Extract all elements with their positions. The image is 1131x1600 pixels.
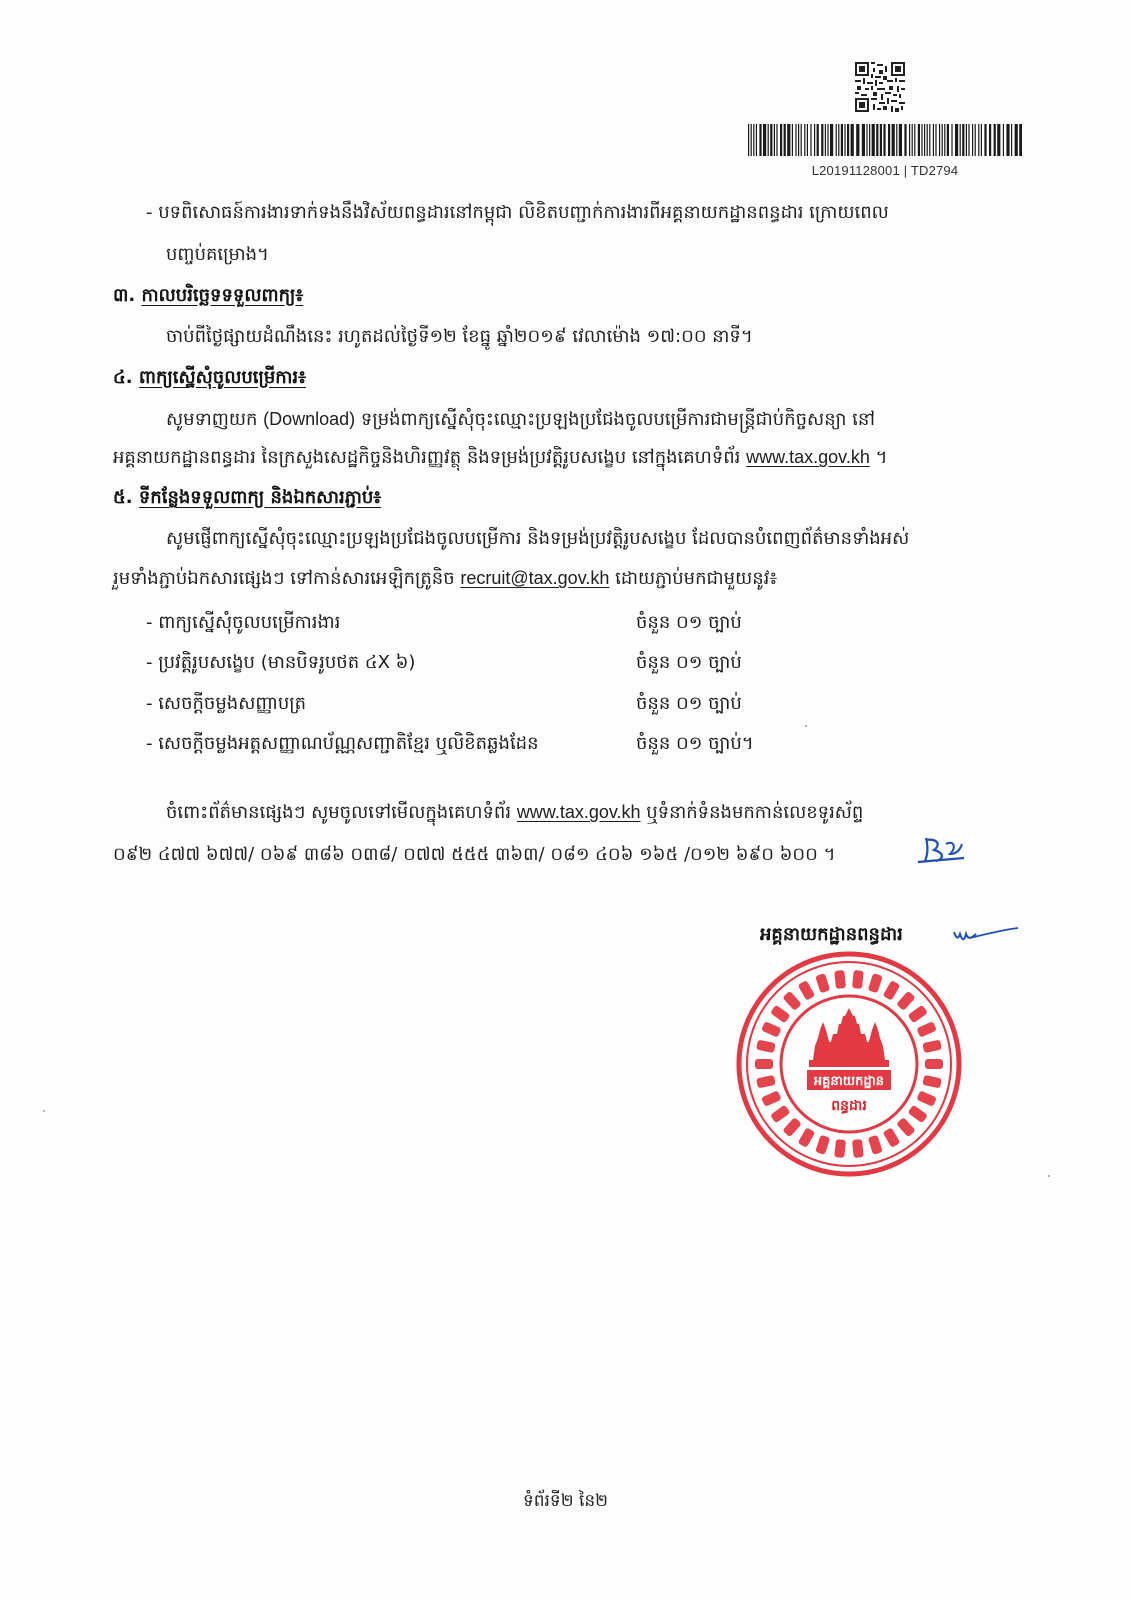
section-5-title: ទីកន្លែងទទួលពាក្យ និងឯកសារភ្ជាប់៖ [138, 487, 382, 508]
official-seal [735, 950, 963, 1178]
barcode-bar [801, 124, 802, 156]
barcode-bar [869, 124, 870, 156]
barcode-bar [830, 124, 833, 156]
barcode-bar [904, 124, 906, 156]
barcode-bar [776, 124, 777, 156]
barcode-bar [927, 124, 928, 156]
seal-glyph [883, 1127, 901, 1148]
barcode-bar [966, 124, 967, 156]
barcode-bar [856, 124, 859, 156]
barcode-bar [798, 124, 799, 156]
barcode-bar [792, 124, 793, 156]
seal-text-bottom: ពន្ធដារ [831, 1098, 867, 1114]
seal-glyph [922, 1040, 942, 1054]
barcode-bar [876, 124, 878, 156]
document-quantity: ចំនួន ០១ ច្បាប់។ [636, 733, 754, 754]
section-5-number: ៥. [113, 487, 133, 508]
seal-text-top: អគ្គនាយកដ្ឋាន [813, 1074, 885, 1089]
seal-glyph [925, 1059, 943, 1069]
document-quantity: ចំនួន ០១ ច្បាប់ [636, 612, 742, 633]
barcode-bar [847, 124, 849, 156]
barcode-bar [989, 124, 991, 156]
barcode-bar [899, 124, 902, 156]
barcode-bar [914, 124, 915, 156]
seal-glyph [798, 980, 816, 1001]
barcode-icon [748, 124, 1022, 156]
barcode-bar [883, 124, 885, 156]
barcode-bar [892, 124, 895, 156]
barcode-bar [909, 124, 910, 156]
barcode-bar [784, 124, 786, 156]
section-4-title: ពាក្យស្នើសុំចូលបម្រើការ៖ [138, 367, 307, 388]
barcode-bar [804, 124, 805, 156]
intro-bullet-line-1: - បទពិសោធន៍ការងារទាក់ទងនឹងវិស័យពន្ធដារនៅកម្ពុជា លិខិតបញ្ជាក់ការងារពីអគ្គនាយកដ្ឋានពន្ធដារ ក្រោយពេល [146, 202, 889, 223]
barcode-bar [814, 124, 815, 156]
barcode-bar [851, 124, 854, 156]
seal-glyph [896, 991, 915, 1011]
barcode-bar [807, 124, 808, 156]
barcode-bar [942, 124, 943, 156]
barcode-bar [921, 124, 922, 156]
document-name: - ពាក្យស្នើសុំចូលបម្រើការងារ [146, 612, 341, 633]
barcode-bar [947, 124, 949, 156]
barcode-bar [978, 124, 979, 156]
scan-speck [1048, 1175, 1050, 1177]
document-list-item [146, 729, 786, 759]
barcode-bar [763, 124, 766, 156]
barcode-bar [880, 124, 882, 156]
barcode-bar [759, 124, 761, 156]
seal-glyph [761, 1090, 782, 1106]
document-name: - សេចក្តីចម្លងសញ្ញាបត្រ [146, 693, 307, 714]
document-name: - ប្រវត្តិរូបសង្ខេប (មានបិទរូបថត ៤X ៦) [146, 652, 416, 673]
document-list-item [146, 648, 786, 678]
section-4-line-1 [166, 404, 875, 435]
seal-glyph [815, 973, 830, 993]
barcode-bar [912, 124, 913, 156]
seal-glyph [852, 970, 864, 989]
barcode-bar [753, 124, 754, 156]
document-list-item [146, 689, 786, 719]
seal-glyph [896, 1117, 915, 1137]
barcode-bar [844, 124, 845, 156]
barcode-bar [748, 124, 749, 156]
barcode-bar [866, 124, 867, 156]
seal-glyph [756, 1040, 776, 1054]
contact-prompt: ចំពោះព័ត៌មានផ្សេងៗ សូមចូលទៅមើលក្នុងគេហទំព័រ [166, 802, 512, 823]
section-5-line-1: សូមផ្ញើពាក្យស្នើសុំចុះឈ្មោះប្រឡងប្រជែងចូលបម្រើការ និងទម្រង់ប្រវត្តិរូបសង្ខេប ដែលបានបំពេញព័ត៌មានទាំងអស់ [166, 528, 910, 549]
section-4-line-2 [113, 442, 887, 473]
barcode-bar [827, 124, 828, 156]
barcode-bar [768, 124, 769, 156]
section-4-number: ៤. [113, 367, 133, 388]
seal-glyph [770, 1105, 790, 1124]
document-quantity: ចំនួន ០១ ច្បាប់ [636, 652, 742, 673]
contact-website-link[interactable]: www.tax.gov.kh [516, 802, 641, 822]
barcode-bar [997, 124, 1000, 156]
seal-glyph [782, 991, 801, 1011]
seal-glyph [834, 1139, 846, 1158]
phone-prompt: ឬទំនាក់ទំនងមកកាន់លេខទូរស័ព្ទ [646, 802, 864, 823]
seal-glyph [916, 1021, 937, 1037]
section-3-heading [113, 281, 303, 311]
barcode-bar [1015, 124, 1018, 156]
barcode-bar [975, 124, 976, 156]
phone-numbers: ០៩២ ៤៧៧ ៦៧៧/ ០៦៩ ៣៨៦ ០៣៨/ ០៧៧ ៥៥៥ ៣៦៣/ ០៨១ ៤០៦ ១៦៥ /០១២ ៦៩០ ៦០០ ។ [113, 844, 836, 865]
barcode-bar [981, 124, 982, 156]
barcode-bar [825, 124, 826, 156]
barcode-bar [1006, 124, 1009, 156]
barcode-bar [795, 124, 796, 156]
seal-glyph [770, 1005, 790, 1024]
seal-glyph [883, 980, 901, 1001]
page-number: ទំព័រទី២ នៃ២ [522, 1491, 609, 1511]
barcode-bar [960, 124, 961, 156]
barcode-bar [962, 124, 964, 156]
download-prompt: សូមទាញយក [166, 409, 258, 430]
barcode-bar [862, 124, 865, 156]
barcode-bar [872, 124, 875, 156]
barcode-bar [918, 124, 920, 156]
document-list-item [146, 608, 786, 638]
barcode-bar [933, 124, 934, 156]
seal-glyph [755, 1059, 773, 1069]
scan-speck [43, 1110, 45, 1112]
barcode-bar [939, 124, 940, 156]
email-prompt: រួមទាំងភ្ជាប់ឯកសារផ្សេងៗ ទៅកាន់សារអេឡិកត្រូនិច [113, 568, 455, 589]
barcode-bar [841, 124, 843, 156]
seal-glyph [815, 1135, 830, 1155]
download-english: (Download) [263, 409, 356, 429]
barcode-bar [984, 124, 986, 156]
barcode-bar [787, 124, 790, 156]
barcode-number: L20191128001 | TD2794 [811, 163, 959, 178]
barcode-bar [935, 124, 936, 156]
intro-bullet-line-2: បញ្ចប់គម្រោង។ [166, 244, 269, 265]
barcode-bar [924, 124, 925, 156]
seal-glyph [852, 1139, 864, 1158]
barcode-bar [994, 124, 996, 156]
seal-glyph [756, 1075, 776, 1089]
barcode-bar [836, 124, 837, 156]
section-5-heading [113, 483, 381, 513]
qr-code-icon [855, 62, 905, 112]
barcode-bar [774, 124, 775, 156]
seal-glyph [834, 970, 846, 989]
barcode-bar [929, 124, 930, 156]
seal-glyph [868, 1135, 883, 1155]
section-4-heading [113, 363, 306, 393]
barcode-bar [951, 124, 952, 156]
section-3-text: ចាប់ពីថ្ងៃផ្សាយដំណឹងនេះ រហូតដល់ថ្ងៃទី១២ ខែធ្នូ ឆ្នាំ២០១៩ វេលាម៉ោង ១៧:០០ នាទី។ [166, 326, 753, 347]
barcode-bar [1011, 124, 1012, 156]
barcode-bar [944, 124, 945, 156]
seal-glyph [916, 1090, 937, 1106]
seal-glyph [782, 1117, 801, 1137]
seal-glyph [908, 1005, 928, 1024]
barcode-bar [1003, 124, 1004, 156]
seal-glyph [761, 1021, 782, 1037]
barcode-bar [968, 124, 969, 156]
seal-glyph [798, 1127, 816, 1148]
handwritten-initial [912, 830, 972, 870]
section-3-number: ៣. [113, 285, 136, 306]
website-link[interactable]: www.tax.gov.kh [746, 447, 870, 467]
barcode-bar [972, 124, 973, 156]
scan-speck [805, 725, 807, 727]
seal-glyph [908, 1105, 928, 1124]
barcode-bar [1019, 124, 1022, 156]
download-description: ទម្រង់ពាក្យស្នើសុំចុះឈ្មោះប្រឡងប្រជែងចូលបម្រើការជាមន្ត្រីជាប់កិច្ចសន្យា នៅ [360, 409, 876, 430]
barcode-bar [780, 124, 782, 156]
seal-glyph [868, 973, 883, 993]
barcode-bar [888, 124, 890, 156]
barcode-bar [821, 124, 823, 156]
barcode-bar [751, 124, 752, 156]
document-quantity: ចំនួន ០១ ច្បាប់ [636, 693, 742, 714]
handwritten-signature [950, 920, 1020, 950]
barcode-bar [955, 124, 958, 156]
barcode-bar [810, 124, 811, 156]
barcode-bar [838, 124, 839, 156]
barcode-bar [896, 124, 897, 156]
seal-glyph [922, 1075, 942, 1089]
email-link[interactable]: recruit@tax.gov.kh [460, 568, 610, 588]
sentence-end: ។ [875, 447, 888, 468]
section-3-title: កាលបរិច្ឆេទទទួលពាក្យ៖ [141, 285, 304, 306]
section-5-line-2 [113, 563, 777, 594]
attachment-intro: ដោយភ្ជាប់មកជាមួយនូវ៖ [615, 568, 778, 589]
contact-line-1 [166, 797, 863, 828]
document-name: - សេចក្តីចម្លងអត្តសញ្ញាណប័ណ្ណសញ្ជាតិខ្មែរ ឬលិខិតឆ្លងដែន [146, 733, 539, 754]
barcode-bar [770, 124, 772, 156]
barcode-bar [817, 124, 819, 156]
ministry-text: អគ្គនាយកដ្ឋានពន្ធដារ នៃក្រសួងសេដ្ឋកិច្ចនិងហិរញ្ញវត្ថុ និងទម្រង់ប្រវត្តិរូបសង្ខេប នៅក្នុងគេហទំព័រ [113, 447, 741, 468]
barcode-bar [756, 124, 757, 156]
signature-title: អគ្គនាយកដ្ឋានពន្ធដារ [760, 924, 903, 945]
